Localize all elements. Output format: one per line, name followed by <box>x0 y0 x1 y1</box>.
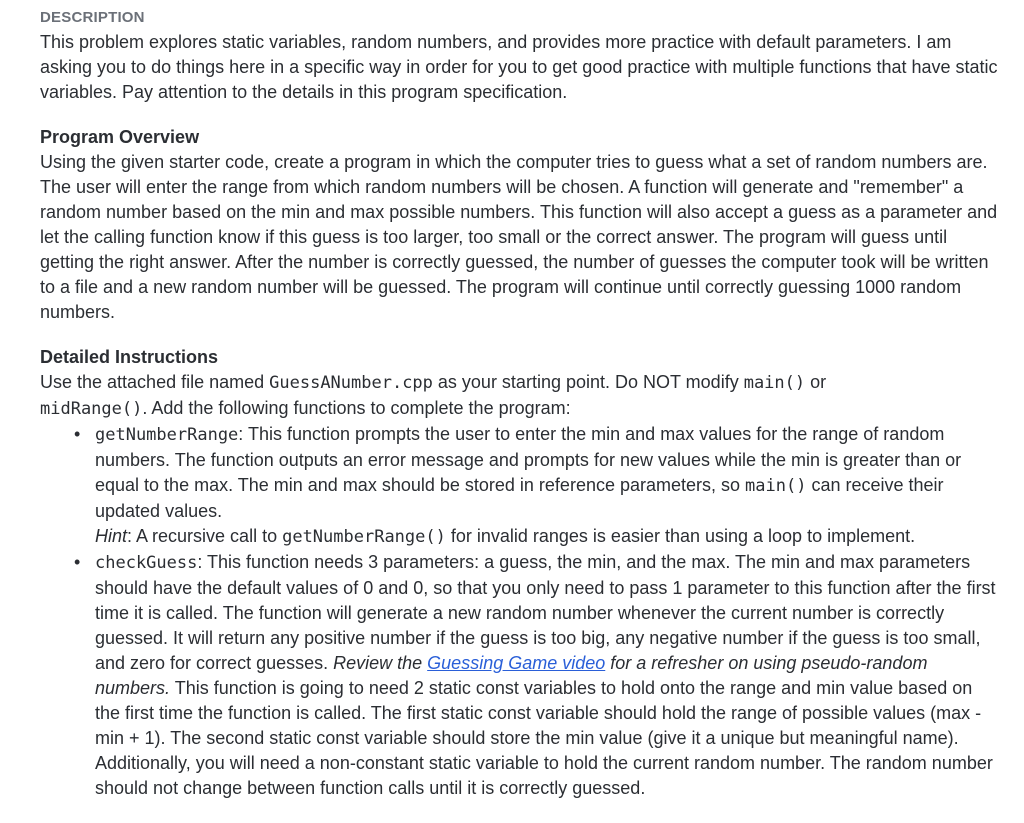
function-list <box>40 422 1000 801</box>
review-text-2: for a refresher on using pseudo-random numbers. <box>95 653 928 698</box>
checkguess-text-1: : This function needs 3 parameters: a guess, the min, and the max. The min and max parameters should have the default values of 0 and 0, so that you only need to pass 1 parameter to this function after the first time it is called. The function will generate a new random number whenever the current number is correctly guessed. It will return any positive number if the guess is too big, any negative number if the guess is too small, and zero for correct guesses. <box>95 552 996 673</box>
guessing-game-video-link[interactable]: Guessing Game video <box>427 653 606 673</box>
hint-text-2: for invalid ranges is easier than using a loop to implement. <box>445 526 916 546</box>
intro-text-2: as your starting point. Do NOT modify <box>432 372 744 392</box>
getnumberrange-name: getNumberRange <box>95 425 239 445</box>
hint-text-1: : A recursive call to <box>127 526 283 546</box>
overview-paragraph: Using the given starter code, create a program in which the computer tries to guess what a set of random numbers are. The user will enter the range from which random numbers will be chosen. A function will generate and "remember" a random number based on the min and max possible numbers. This function will also accept a guess as a parameter and let the calling function know if this guess is too larger, too small or the correct answer. The program will guess until getting the right answer. After the number is correctly guessed, the number of guesses the computer took will be written to a file and a new random number will be guessed. The program will continue until correctly guessing 1000 random numbers. <box>40 152 998 322</box>
hint-label: Hint <box>95 526 128 546</box>
intro-text-3: or <box>805 372 827 392</box>
bullet-icon: • <box>74 424 81 444</box>
description-label: DESCRIPTION <box>40 9 145 26</box>
checkguess-name: checkGuess <box>95 553 198 573</box>
bullet-icon: • <box>74 552 81 572</box>
overview-heading: Program Overview <box>40 127 200 147</box>
intro-text-1: Use the attached file named <box>40 372 270 392</box>
getnumberrange-text-1: : This function prompts the user to enter the min and max values for the range of random numbers. The function outputs an error message and prompts for new values while the min is greater than or equal to the max. The min and max should be stored in reference parameters, so <box>95 424 962 495</box>
instructions-heading: Detailed Instructions <box>40 347 219 367</box>
midrange-fn-code: midRange() <box>40 399 143 419</box>
getnumberrange-text-2: can receive their updated values. <box>95 475 944 521</box>
main-fn-code: main() <box>743 373 806 393</box>
main-fn-code-2: main() <box>745 476 807 496</box>
intro-text-4: . Add the following functions to complete the program: <box>142 398 571 418</box>
filename-code: GuessANumber.cpp <box>269 373 433 393</box>
checkguess-text-2: This function is going to need 2 static const variables to hold onto the range and min value based on the first time the function is called. The first static const variable should hold the range of possible values (max - min + 1). The second static const variable should store the min value (give it a unique but meaningful name). Additionally, you will need a non-constant static variable to hold the current random number. The random number should not change between function calls until it is correctly guessed. <box>95 678 993 798</box>
instructions-intro <box>40 370 1000 422</box>
intro-paragraph: This problem explores static variables, random numbers, and provides more practice with default parameters. I am asking you to do things here in a specific way in order for you to get good practice with multiple functions that have static variables. Pay attention to the details in this program specification. <box>40 32 998 102</box>
list-item-checkguess <box>74 550 1000 801</box>
review-text: Review the <box>333 653 428 673</box>
hint-fn-code: getNumberRange() <box>282 527 446 547</box>
list-item-getnumberrange <box>74 422 1000 550</box>
